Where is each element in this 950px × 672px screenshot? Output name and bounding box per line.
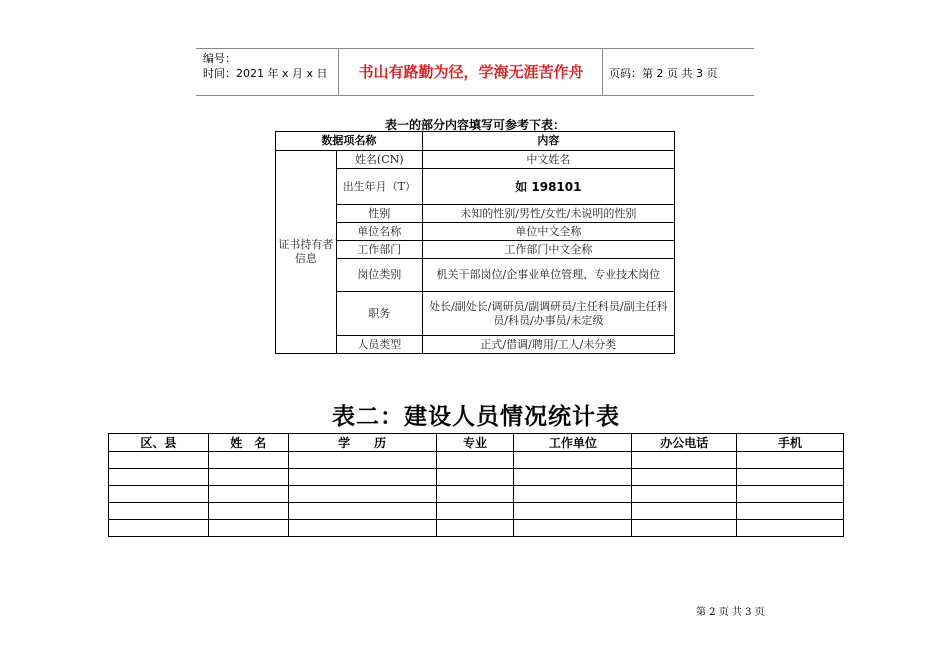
table-cell[interactable]	[436, 469, 514, 486]
row-content: 如 198101	[422, 169, 674, 205]
table2-body	[109, 452, 844, 537]
table-cell[interactable]	[737, 520, 844, 537]
header-page-info: 页码：第 2 页 共 3 页	[609, 67, 718, 80]
row-name: 岗位类别	[336, 259, 422, 292]
col-header-mobile: 手机	[737, 434, 844, 452]
table-cell[interactable]	[288, 486, 436, 503]
table-row	[109, 503, 844, 520]
col-header-office-phone: 办公电话	[632, 434, 737, 452]
table-row	[109, 520, 844, 537]
table-cell[interactable]	[514, 452, 632, 469]
table-cell[interactable]	[288, 452, 436, 469]
header-meta	[203, 51, 328, 81]
table-cell[interactable]	[208, 503, 288, 520]
table-cell[interactable]	[737, 486, 844, 503]
table-cell[interactable]	[109, 486, 209, 503]
row-name: 工作部门	[336, 241, 422, 259]
table-cell[interactable]	[208, 486, 288, 503]
row-content: 机关干部岗位/企事业单位管理、专业技术岗位	[422, 259, 674, 292]
table-cell[interactable]	[288, 520, 436, 537]
row-content: 未知的性别/男性/女性/未说明的性别	[422, 205, 674, 223]
table-cell[interactable]	[208, 520, 288, 537]
row-name: 姓名(CN)	[336, 151, 422, 169]
row-content: 处长/副处长/调研员/副调研员/主任科员/副主任科员/科员/办事员/未定级	[422, 292, 674, 336]
col-header-education: 学 历	[288, 434, 436, 452]
table-cell[interactable]	[737, 469, 844, 486]
row-name: 人员类型	[336, 336, 422, 354]
table-cell[interactable]	[109, 520, 209, 537]
table-row	[109, 486, 844, 503]
table-cell[interactable]	[109, 503, 209, 520]
table-cell[interactable]	[514, 486, 632, 503]
row-name: 职务	[336, 292, 422, 336]
row-name: 出生年月（T）	[336, 169, 422, 205]
row-content: 正式/借调/聘用/工人/未分类	[422, 336, 674, 354]
table-cell[interactable]	[514, 520, 632, 537]
table-cell[interactable]	[288, 469, 436, 486]
col-header-employer: 工作单位	[514, 434, 632, 452]
table-cell[interactable]	[632, 520, 737, 537]
header-top-rule	[196, 48, 754, 49]
table-cell[interactable]	[632, 452, 737, 469]
table1-caption: 表一的部分内容填写可参考下表：	[384, 118, 565, 132]
table-cell[interactable]	[632, 486, 737, 503]
table-cell[interactable]	[436, 452, 514, 469]
col-header-item-name: 数据项名称	[276, 132, 423, 151]
table-cell[interactable]	[208, 452, 288, 469]
table-row	[109, 469, 844, 486]
table-cell[interactable]	[737, 503, 844, 520]
table-cell[interactable]	[737, 452, 844, 469]
col-header-content: 内容	[422, 132, 674, 151]
row-name: 性别	[336, 205, 422, 223]
table-cell[interactable]	[436, 503, 514, 520]
reference-table	[275, 131, 675, 354]
time-label: 时间：2021 年 x 月 x 日	[203, 67, 328, 80]
row-content: 单位中文全称	[422, 223, 674, 241]
table-cell[interactable]	[288, 503, 436, 520]
footer-page: 第 2 页 共 3 页	[696, 607, 765, 618]
table-row	[109, 452, 844, 469]
table-cell[interactable]	[632, 503, 737, 520]
col-header-district: 区、县	[109, 434, 209, 452]
col-header-major: 专业	[436, 434, 514, 452]
table-cell[interactable]	[514, 469, 632, 486]
table-cell[interactable]	[208, 469, 288, 486]
table-cell[interactable]	[436, 520, 514, 537]
col-header-name: 姓 名	[208, 434, 288, 452]
header-divider-right	[602, 48, 603, 95]
table-cell[interactable]	[436, 486, 514, 503]
header-motto: 书山有路勤为径，学海无涯苦作舟	[358, 63, 584, 81]
table-cell[interactable]	[632, 469, 737, 486]
header-divider-left	[338, 48, 339, 95]
staff-stats-table	[108, 433, 844, 537]
row-content: 工作部门中文全称	[422, 241, 674, 259]
table-cell[interactable]	[109, 469, 209, 486]
row-name: 单位名称	[336, 223, 422, 241]
table2-title: 表二：建设人员情况统计表	[332, 404, 620, 430]
number-label: 编号：	[203, 52, 236, 65]
table-cell[interactable]	[514, 503, 632, 520]
group-label-holder-info: 证书持有者信息	[276, 151, 337, 354]
table-cell[interactable]	[109, 452, 209, 469]
row-content: 中文姓名	[422, 151, 674, 169]
header-bottom-rule	[196, 95, 754, 96]
